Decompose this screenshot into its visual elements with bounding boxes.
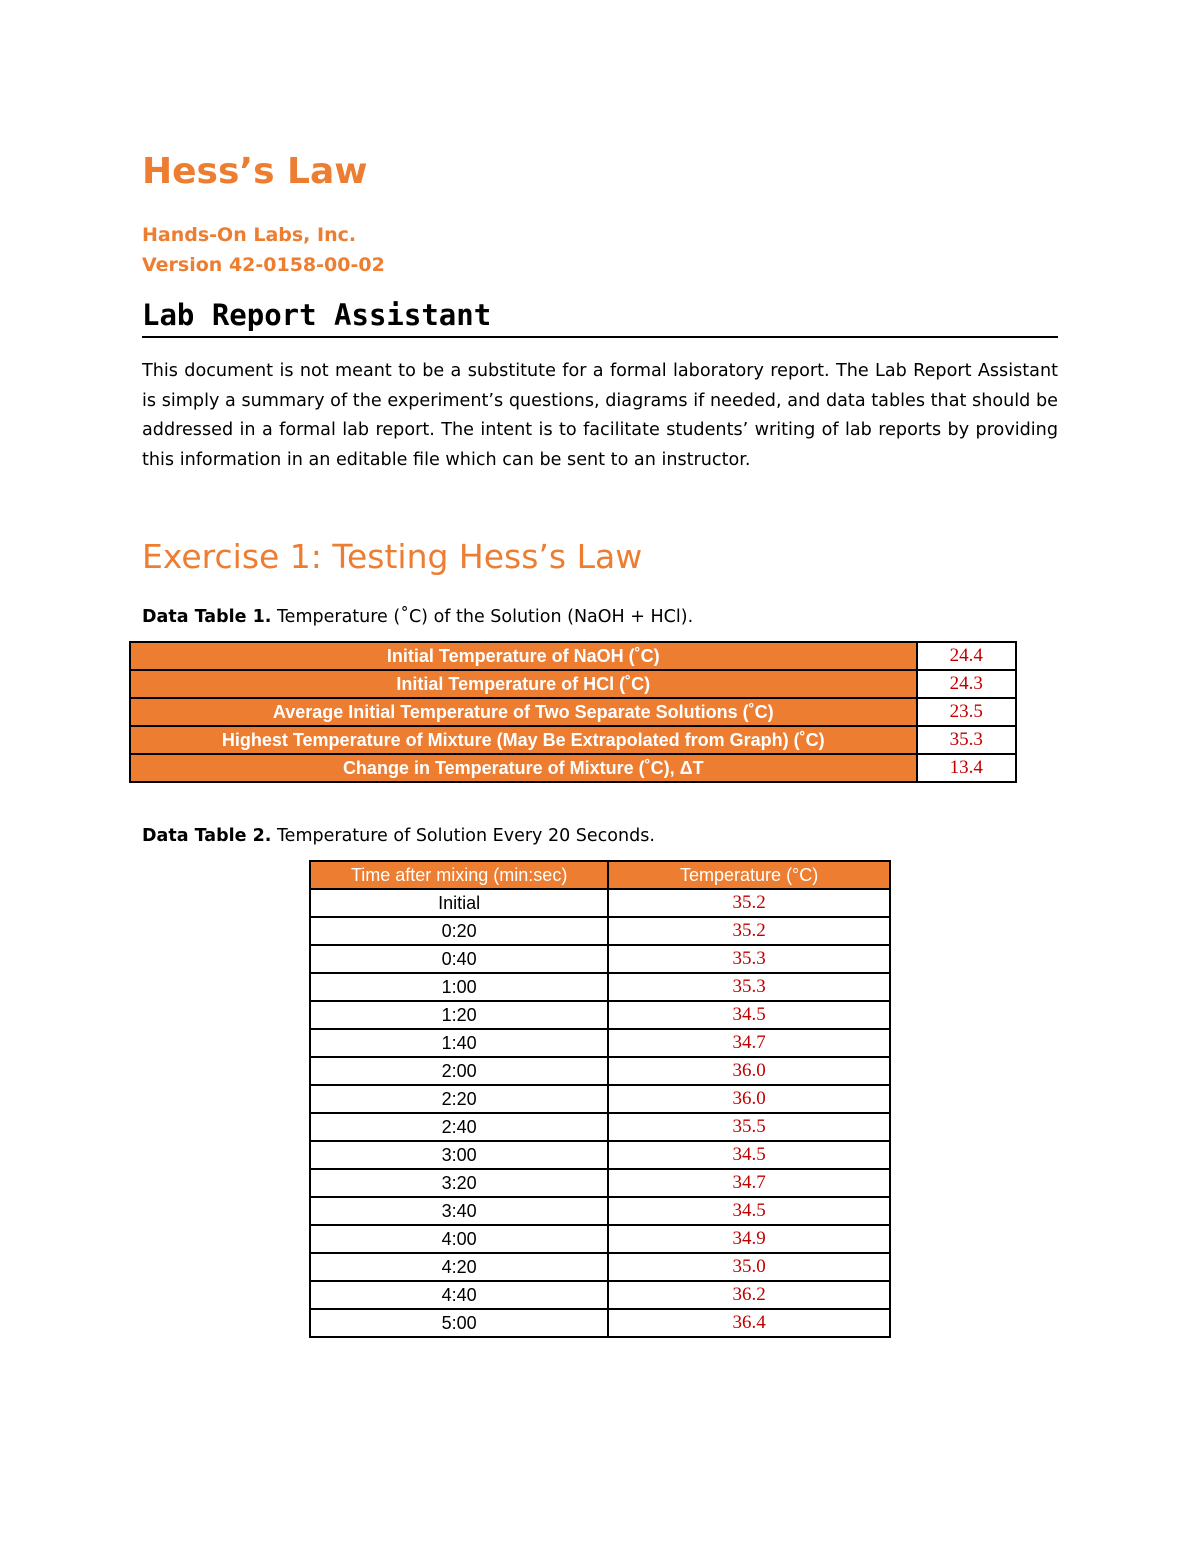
section-heading: Lab Report Assistant [142, 296, 1058, 338]
table1-caption-text: Temperature (˚C) of the Solution (NaOH + HCl). [271, 607, 694, 627]
time-cell: 1:20 [310, 1001, 608, 1029]
measurement-value: 23.5 [917, 698, 1016, 726]
temperature-cell: 36.0 [608, 1085, 890, 1113]
table2-caption-label: Data Table 2. [142, 826, 272, 846]
time-cell: 2:20 [310, 1085, 608, 1113]
time-cell: 5:00 [310, 1309, 608, 1337]
time-cell: 4:40 [310, 1281, 608, 1309]
intro-paragraph: This document is not meant to be a substitute for a formal laboratory report. The Lab Report Assistant is simply a summary of the experiment’s questions, diagrams if needed, and data tables that should be addressed in a formal lab report. The intent is to facilitate students’ writing of lab reports by providing this information in an editable file which can be sent to an instructor. [142, 361, 1058, 470]
table-row [130, 670, 1016, 698]
time-cell: 0:20 [310, 917, 608, 945]
measurement-label: Change in Temperature of Mixture (˚C), ΔT [130, 754, 917, 782]
measurement-value: 35.3 [917, 726, 1016, 754]
table-row [310, 889, 890, 917]
measurement-value: 24.4 [917, 642, 1016, 670]
time-cell: 3:20 [310, 1169, 608, 1197]
table-header-row [310, 861, 890, 889]
temperature-cell: 35.2 [608, 917, 890, 945]
time-cell: 1:40 [310, 1029, 608, 1057]
table-row [310, 1085, 890, 1113]
temperature-cell: 34.5 [608, 1001, 890, 1029]
data-table-2 [309, 860, 891, 1338]
table-row [130, 642, 1016, 670]
measurement-label: Average Initial Temperature of Two Separate Solutions (˚C) [130, 698, 917, 726]
table2-caption-text: Temperature of Solution Every 20 Seconds. [271, 826, 655, 846]
measurement-value: 13.4 [917, 754, 1016, 782]
time-cell: 2:00 [310, 1057, 608, 1085]
document-page [142, 0, 1058, 1553]
table1-caption [142, 605, 693, 629]
table-row [130, 754, 1016, 782]
time-cell: Initial [310, 889, 608, 917]
table-row [310, 1029, 890, 1057]
time-cell: 3:40 [310, 1197, 608, 1225]
table-row [130, 698, 1016, 726]
table-row [310, 1225, 890, 1253]
time-cell: 0:40 [310, 945, 608, 973]
time-cell: 4:20 [310, 1253, 608, 1281]
time-cell: 1:00 [310, 973, 608, 1001]
temperature-cell: 35.5 [608, 1113, 890, 1141]
table-row [310, 1169, 890, 1197]
table-row [310, 1001, 890, 1029]
table-row [310, 1309, 890, 1337]
measurement-label: Highest Temperature of Mixture (May Be Extrapolated from Graph) (˚C) [130, 726, 917, 754]
measurement-label: Initial Temperature of NaOH (˚C) [130, 642, 917, 670]
temperature-cell: 35.2 [608, 889, 890, 917]
data-table-1 [129, 641, 1017, 783]
temperature-cell: 35.3 [608, 945, 890, 973]
measurement-label: Initial Temperature of HCl (˚C) [130, 670, 917, 698]
time-column-header: Time after mixing (min:sec) [310, 861, 608, 889]
table2-caption [142, 824, 655, 848]
table-row [310, 1281, 890, 1309]
time-cell: 4:00 [310, 1225, 608, 1253]
time-cell: 3:00 [310, 1141, 608, 1169]
table-row [310, 1141, 890, 1169]
table-row [310, 945, 890, 973]
measurement-value: 24.3 [917, 670, 1016, 698]
table-row [310, 1113, 890, 1141]
time-cell: 2:40 [310, 1113, 608, 1141]
temperature-column-header: Temperature (°C) [608, 861, 890, 889]
temperature-cell: 36.2 [608, 1281, 890, 1309]
temperature-cell: 35.3 [608, 973, 890, 1001]
table-row [310, 1197, 890, 1225]
table-row [310, 917, 890, 945]
exercise-heading: Exercise 1: Testing Hess’s Law [142, 537, 643, 576]
temperature-cell: 35.0 [608, 1253, 890, 1281]
table-row [130, 726, 1016, 754]
temperature-cell: 34.7 [608, 1029, 890, 1057]
temperature-cell: 34.5 [608, 1141, 890, 1169]
organization-name: Hands-On Labs, Inc. [142, 224, 357, 246]
table-row [310, 1057, 890, 1085]
document-title: Hess’s Law [142, 151, 368, 192]
temperature-cell: 36.4 [608, 1309, 890, 1337]
table-row [310, 1253, 890, 1281]
temperature-cell: 34.5 [608, 1197, 890, 1225]
temperature-cell: 34.7 [608, 1169, 890, 1197]
temperature-cell: 36.0 [608, 1057, 890, 1085]
version-number: Version 42-0158-00-02 [142, 254, 385, 276]
table1-caption-label: Data Table 1. [142, 607, 272, 627]
table-row [310, 973, 890, 1001]
temperature-cell: 34.9 [608, 1225, 890, 1253]
